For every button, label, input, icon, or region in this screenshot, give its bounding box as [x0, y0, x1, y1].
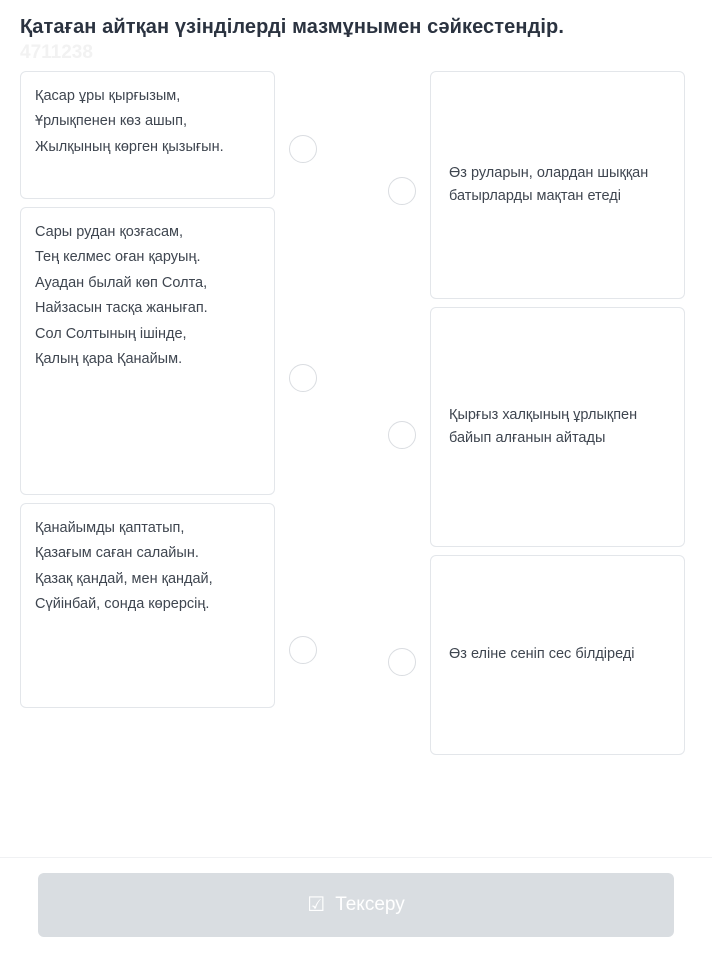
matching-exercise	[20, 71, 692, 763]
left-card-1-line-1: Тең келмес оған қаруың.	[35, 249, 201, 266]
left-card-1-line-5: Қалың қара Қанайым.	[35, 351, 183, 368]
left-card-2[interactable]	[20, 503, 275, 708]
right-card-0-text: Өз руларын, олардан шыққан батырларды мақтан етеді	[449, 164, 649, 204]
right-column	[430, 71, 685, 763]
left-card-2-line-2: Қазақ қандай, мен қандай,	[35, 570, 213, 587]
left-card-1[interactable]	[20, 207, 275, 495]
left-card-1-line-2: Ауадан былай көп Солта,	[35, 274, 208, 291]
check-button[interactable]	[38, 873, 674, 937]
right-card-2-text: Өз еліне сеніп сес білдіреді	[449, 646, 635, 663]
right-card-2[interactable]	[430, 555, 685, 755]
check-square-icon: ☑	[307, 894, 326, 916]
right-card-1[interactable]	[430, 307, 685, 547]
right-connector-dot-0[interactable]	[388, 177, 416, 205]
left-card-0-line-0: Қасар ұры қырғызым,	[35, 88, 181, 104]
left-connector-dot-2[interactable]	[289, 636, 317, 664]
left-card-1-line-0: Сары рудан қозғасам,	[35, 224, 184, 240]
watermark-id: 4711238	[20, 42, 93, 63]
left-connector-dot-1[interactable]	[289, 364, 317, 392]
left-card-2-line-0: Қанайымды қаптатып,	[35, 520, 185, 536]
left-connector-dot-0[interactable]	[289, 135, 317, 163]
right-connector-dot-2[interactable]	[388, 648, 416, 676]
footer-bar	[0, 857, 712, 958]
left-card-2-line-1: Қазағым саған салайын.	[35, 545, 199, 562]
right-connector-dot-1[interactable]	[388, 421, 416, 449]
left-card-2-line-3: Сүйінбай, сонда көрерсің.	[35, 596, 210, 613]
page-title: Қатаған айтқан үзінділерді мазмұнымен сәйкестендір.	[20, 16, 564, 38]
right-card-0[interactable]	[430, 71, 685, 299]
left-card-1-line-4: Сол Солтының ішінде,	[35, 325, 187, 342]
left-card-0-line-1: Ұрлықпенен көз ашып,	[35, 113, 187, 130]
left-card-1-line-3: Найзасын тасқа жанығап.	[35, 300, 208, 317]
left-card-0[interactable]	[20, 71, 275, 199]
right-card-1-text: Қырғыз халқының ұрлықпен байып алғанын айтады	[449, 406, 638, 446]
left-column	[20, 71, 275, 716]
left-card-0-line-2: Жылқының көрген қызығын.	[35, 138, 224, 155]
check-button-label: Тексеру	[335, 894, 405, 915]
